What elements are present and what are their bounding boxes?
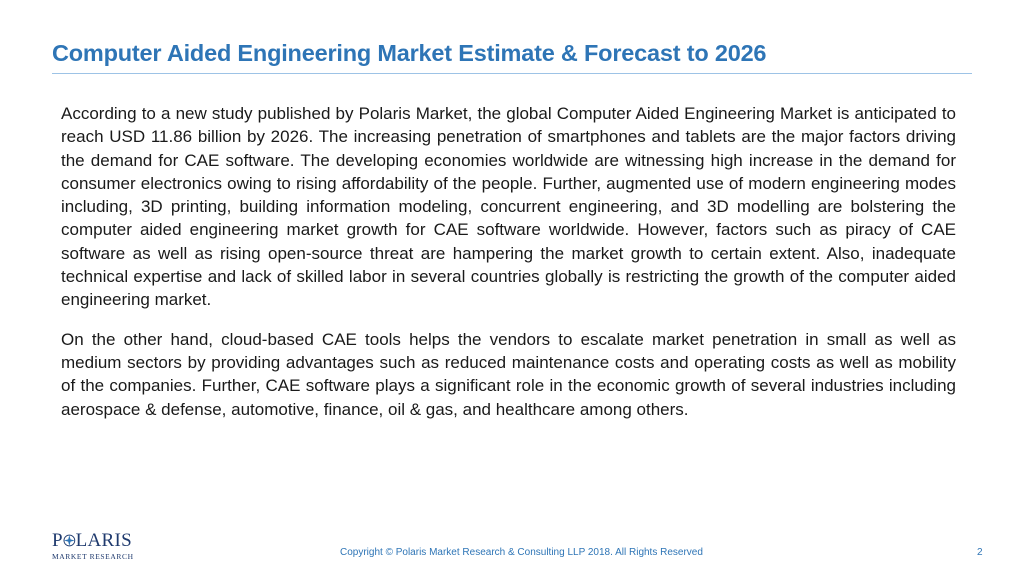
- logo-wordmark: [52, 531, 132, 550]
- title-divider: [52, 73, 972, 74]
- body-paragraph: On the other hand, cloud-based CAE tools helps the vendors to escalate market penetration in small as well as medium sectors by providing advantages such as reduced maintenance costs and operating costs as well as mobility of the companies. Further, CAE software plays a significant role in the economic growth of several industries including aerospace & defense, automotive, finance, oil & gas, and healthcare among others.: [61, 329, 956, 419]
- logo-letters-laris: LARIS: [75, 530, 132, 551]
- logo-subtitle: MARKET RESEARCH: [52, 552, 134, 561]
- page-number: 2: [977, 547, 983, 558]
- logo-letter-p: P: [52, 530, 63, 551]
- copyright-notice: Copyright © Polaris Market Research & Consulting LLP 2018. All Rights Reserved: [340, 547, 703, 558]
- slide-title: Computer Aided Engineering Market Estimate & Forecast to 2026: [52, 40, 767, 66]
- slide-body: [61, 102, 956, 437]
- compass-star-icon: [63, 533, 76, 548]
- body-paragraph: According to a new study published by Polaris Market, the global Computer Aided Engineering Market is anticipated to reach USD 11.86 billion by 2026. The increasing penetration of smartphones and tablets are the major factors driving the demand for CAE software. The developing economies worldwide are witnessing high increase in the demand for consumer electronics owing to rising affordability of the people. Further, augmented use of modern engineering modes including, 3D printing, building information modeling, concurrent engineering, and 3D modelling are bolstering the computer aided engineering market growth for CAE software worldwide. However, factors such as piracy of CAE software as well as rising open-source threat are hampering the market growth to certain extent. Also, inadequate technical expertise and lack of skilled labor in several countries globally is restricting the growth of the computer aided engineering market.: [61, 104, 956, 310]
- polaris-logo: [52, 531, 132, 561]
